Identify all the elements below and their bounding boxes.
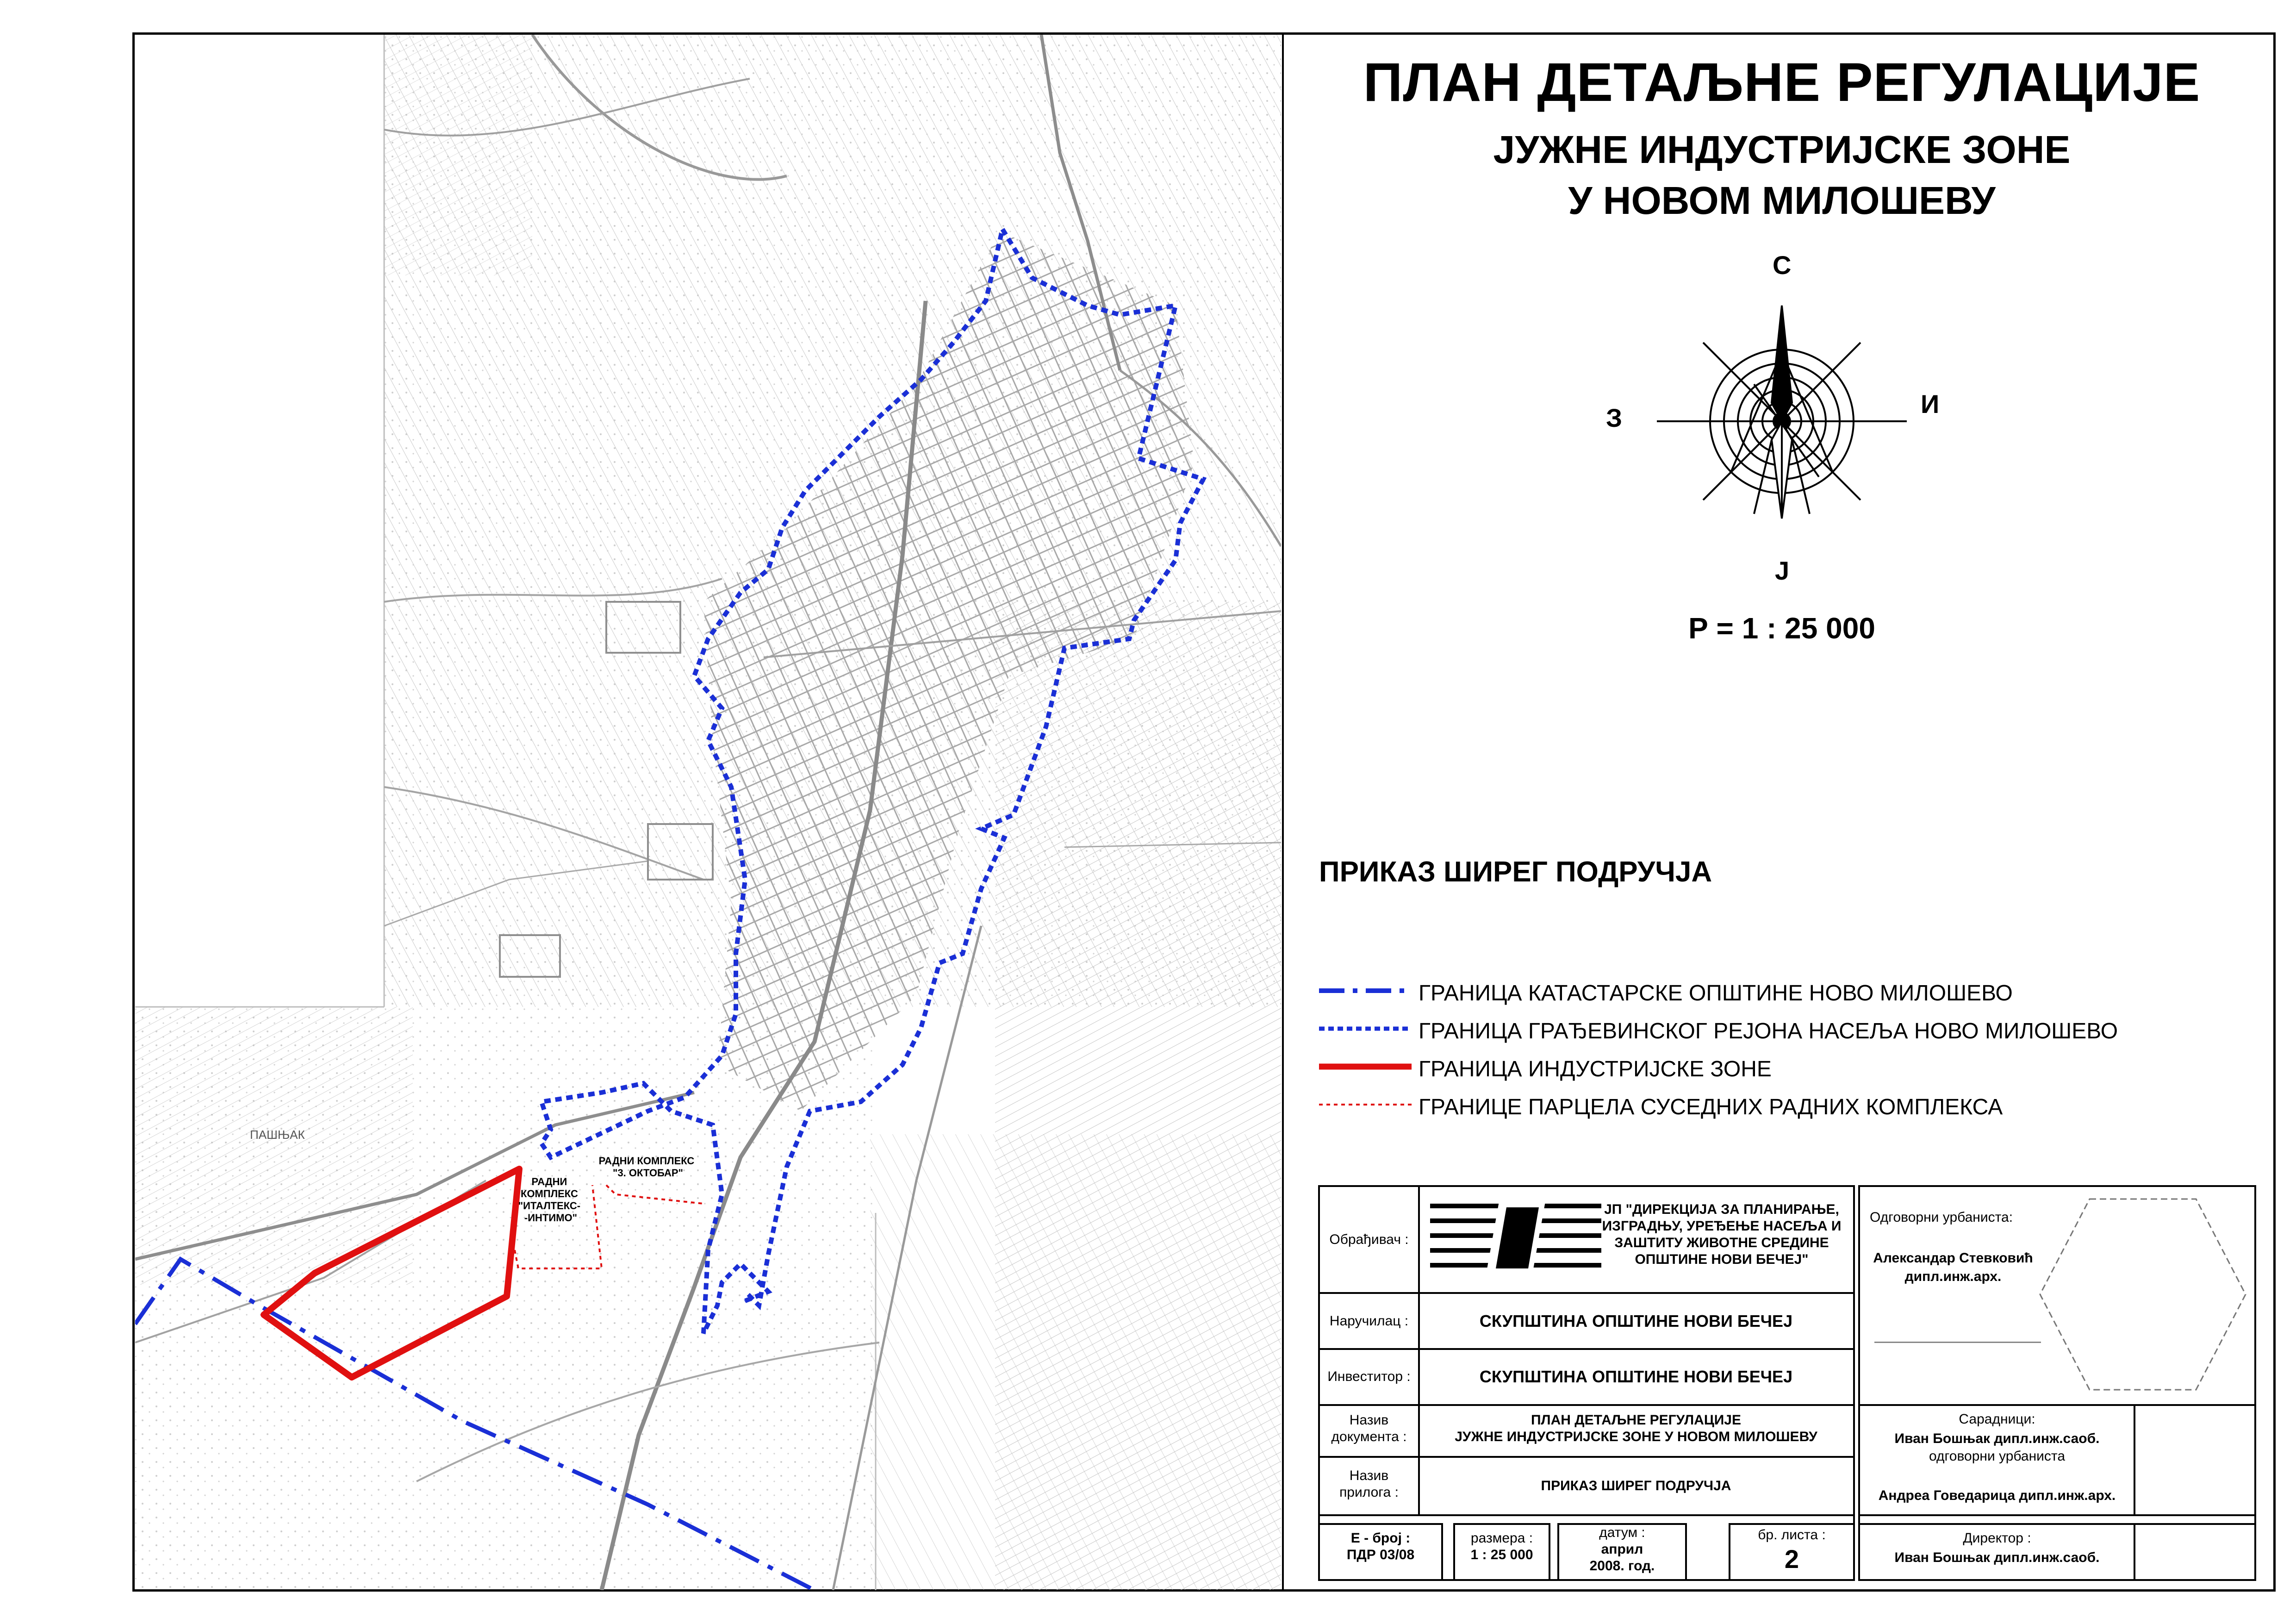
north-arrow — [1606, 241, 1940, 585]
compass-south-label: Ј — [1775, 556, 1790, 585]
cadastral-base-map — [135, 35, 1281, 1590]
investor-label: Инвеститор : — [1327, 1369, 1411, 1384]
legend-item-construction — [1319, 1015, 2245, 1047]
client-label: Наручилац : — [1329, 1313, 1409, 1329]
legend-label: ГРАНИЦА ИНДУСТРИЈСКЕ ЗОНЕ — [1419, 1057, 1772, 1081]
compass-north-label: С — [1773, 250, 1792, 280]
section-title: ПРИКАЗ ШИРЕГ ПОДРУЧЈА — [1319, 856, 1712, 888]
assistants-label: Сарадници: — [1959, 1412, 2035, 1427]
signature-line — [1874, 1342, 2041, 1343]
tb-cell — [2134, 1523, 2256, 1581]
legend-label: ГРАНИЦА КАТАСТАРСКЕ ОПШТИНЕ НОВО МИЛОШЕВО — [1419, 981, 2013, 1006]
legend-label: ГРАНИЦЕ ПАРЦЕЛА СУСЕДНИХ РАДНИХ КОМПЛЕКСА — [1419, 1095, 2003, 1119]
investor-value: СКУПШТИНА ОПШТИНЕ НОВИ БЕЧЕЈ — [1479, 1367, 1793, 1386]
assistant-1: Иван Бошњак дипл.инж.саоб. — [1894, 1431, 2100, 1446]
legend-dotted-red-swatch — [1319, 1091, 1412, 1118]
compass-west-label: З — [1606, 403, 1623, 432]
compass-rose-icon — [1638, 241, 1925, 583]
planner-title: дипл.инж.арх. — [1904, 1269, 2002, 1284]
client-value: СКУПШТИНА ОПШТИНЕ НОВИ БЕЧЕЈ — [1479, 1312, 1793, 1330]
processed-by-org: ЈП "ДИРЕКЦИЈА ЗА ПЛАНИРАЊЕ, ИЗГРАДЊУ, УРЕЂЕЊЕ НАСЕЉА И ЗАШТИТУ ЖИВОТНЕ СРЕДИНЕ ОПШТИНЕ НОВИ БЕЧЕЈ" — [1602, 1202, 1842, 1267]
attachment-value: ПРИКАЗ ШИРЕГ ПОДРУЧЈА — [1541, 1478, 1731, 1493]
assistant-2: Андреа Говедарица дипл.инж.арх. — [1878, 1488, 2116, 1503]
legend-label: ГРАНИЦА ГРАЂЕВИНСКОГ РЕЈОНА НАСЕЉА НОВО МИЛОШЕВО — [1419, 1019, 2118, 1043]
stamp-placeholder — [2036, 1195, 2249, 1394]
planner-name: Александар Стевковић — [1873, 1250, 2033, 1266]
date-cell: датум : април 2008. год. — [1589, 1525, 1655, 1574]
processed-by-label: Обрађивач : — [1329, 1232, 1409, 1247]
direction-logo — [1430, 1199, 1601, 1278]
legend-item-cadastral — [1319, 977, 2245, 1009]
plan-subtitle-1: ЈУЖНЕ ИНДУСТРИЈСКЕ ЗОНЕ — [1493, 128, 2071, 171]
label-pasnjak: ПАШЊАК — [250, 1128, 305, 1142]
plan-title: ПЛАН ДЕТАЉНЕ РЕГУЛАЦИЈЕ — [1363, 52, 2201, 113]
legend-solid-red-swatch — [1319, 1053, 1412, 1081]
document-name-label: Назив документа : — [1331, 1412, 1407, 1444]
frame-divider — [1282, 32, 1284, 1592]
director-label: Директор : — [1963, 1530, 2031, 1546]
director-name: Иван Бошњак дипл.инж.саоб. — [1894, 1550, 2100, 1565]
legend-dash-dot-blue-swatch — [1319, 977, 1412, 1005]
legend-item-parcels — [1319, 1091, 2245, 1123]
sheet-cell: бр. листа : 2 — [1758, 1527, 1826, 1574]
label-italteks: РАДНИ КОМПЛЕКС "ИТАЛТЕКС- -ИНТИМО" — [518, 1176, 581, 1224]
legend-dotted-blue-swatch — [1319, 1015, 1412, 1043]
legend-item-industrial — [1319, 1053, 2245, 1085]
map — [135, 35, 1281, 1590]
planner-label: Одговорни урбаниста: — [1870, 1210, 2013, 1225]
map-scale: Р = 1 : 25 000 — [1688, 612, 1875, 645]
tb-cell — [2134, 1404, 2256, 1516]
label-3oktobar: РАДНИ КОМПЛЕКС "3. ОКТОБАР" — [598, 1155, 695, 1179]
assistant-1-role: одговорни урбаниста — [1929, 1449, 2066, 1464]
plan-subtitle-2: У НОВОМ МИЛОШЕВУ — [1568, 179, 1996, 222]
attachment-label: Назив прилога : — [1339, 1468, 1399, 1500]
scale-cell: размера : 1 : 25 000 — [1470, 1530, 1533, 1562]
document-name-value: ПЛАН ДЕТАЉНЕ РЕГУЛАЦИЈЕ ЈУЖНЕ ИНДУСТРИЈСКЕ ЗОНЕ У НОВОМ МИЛОШЕВУ — [1455, 1412, 1817, 1444]
compass-east-label: И — [1921, 389, 1940, 418]
e-number-cell: Е - број : ПДР 03/08 — [1346, 1530, 1415, 1562]
